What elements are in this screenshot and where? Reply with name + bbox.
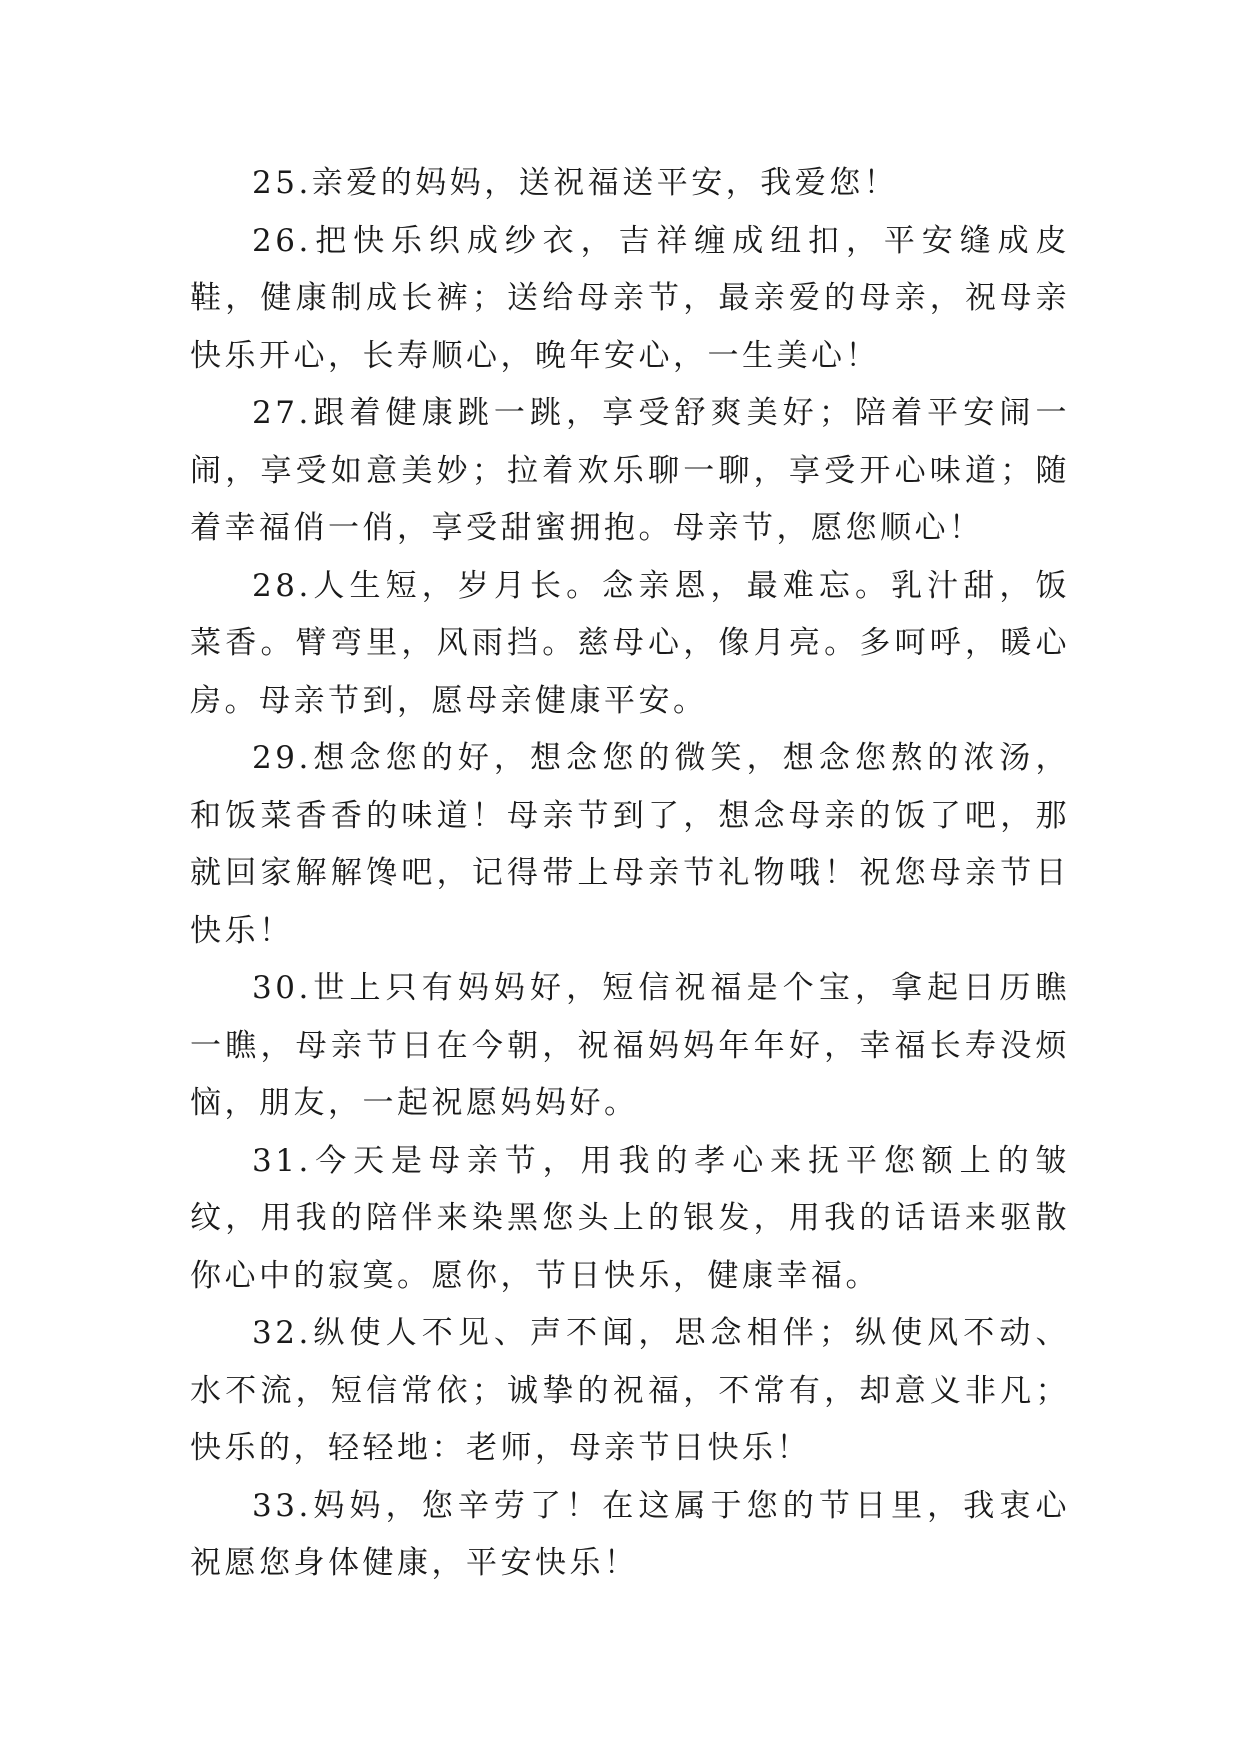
paragraph-27: 27.跟着健康跳一跳，享受舒爽美好；陪着平安闹一闹，享受如意美妙；拉着欢乐聊一聊，享受开心味道；随着幸福俏一俏，享受甜蜜拥抱。母亲节，愿您顺心！ <box>190 395 1070 546</box>
paragraph-31: 31.今天是母亲节，用我的孝心来抚平您额上的皱纹，用我的陪伴来染黑您头上的银发，用我的话语来驱散你心中的寂寞。愿你，节日快乐，健康幸福。 <box>190 1142 1070 1294</box>
paragraph-28: 28.人生短，岁月长。念亲恩，最难忘。乳汁甜，饭菜香。臂弯里，风雨挡。慈母心，像月亮。多呵呼，暖心房。母亲节到，愿母亲健康平安。 <box>190 567 1070 719</box>
paragraph-29: 29.想念您的好，想念您的微笑，想念您熬的浓汤，和饭菜香香的味道！母亲节到了，想念母亲的饭了吧，那就回家解解馋吧，记得带上母亲节礼物哦！祝您母亲节日快乐！ <box>190 740 1070 949</box>
document-page <box>190 155 1070 1593</box>
paragraph-33: 33.妈妈，您辛劳了！在这属于您的节日里，我衷心祝愿您身体健康，平安快乐！ <box>190 1487 1070 1581</box>
paragraph-25: 25.亲爱的妈妈，送祝福送平安，我爱您！ <box>252 165 899 201</box>
paragraph-32: 32.纵使人不见、声不闻，思念相伴；纵使风不动、水不流，短信常依；诚挚的祝福，不常有，却意义非凡；快乐的，轻轻地：老师，母亲节日快乐！ <box>190 1315 1070 1466</box>
paragraph-30: 30.世上只有妈妈好，短信祝福是个宝，拿起日历瞧一瞧，母亲节日在今朝，祝福妈妈年年好，幸福长寿没烦恼，朋友，一起祝愿妈妈好。 <box>190 970 1070 1121</box>
paragraph-26: 26.把快乐织成纱衣，吉祥缠成纽扣，平安缝成皮鞋，健康制成长裤；送给母亲节，最亲爱的母亲，祝母亲快乐开心，长寿顺心，晚年安心，一生美心！ <box>190 222 1070 374</box>
